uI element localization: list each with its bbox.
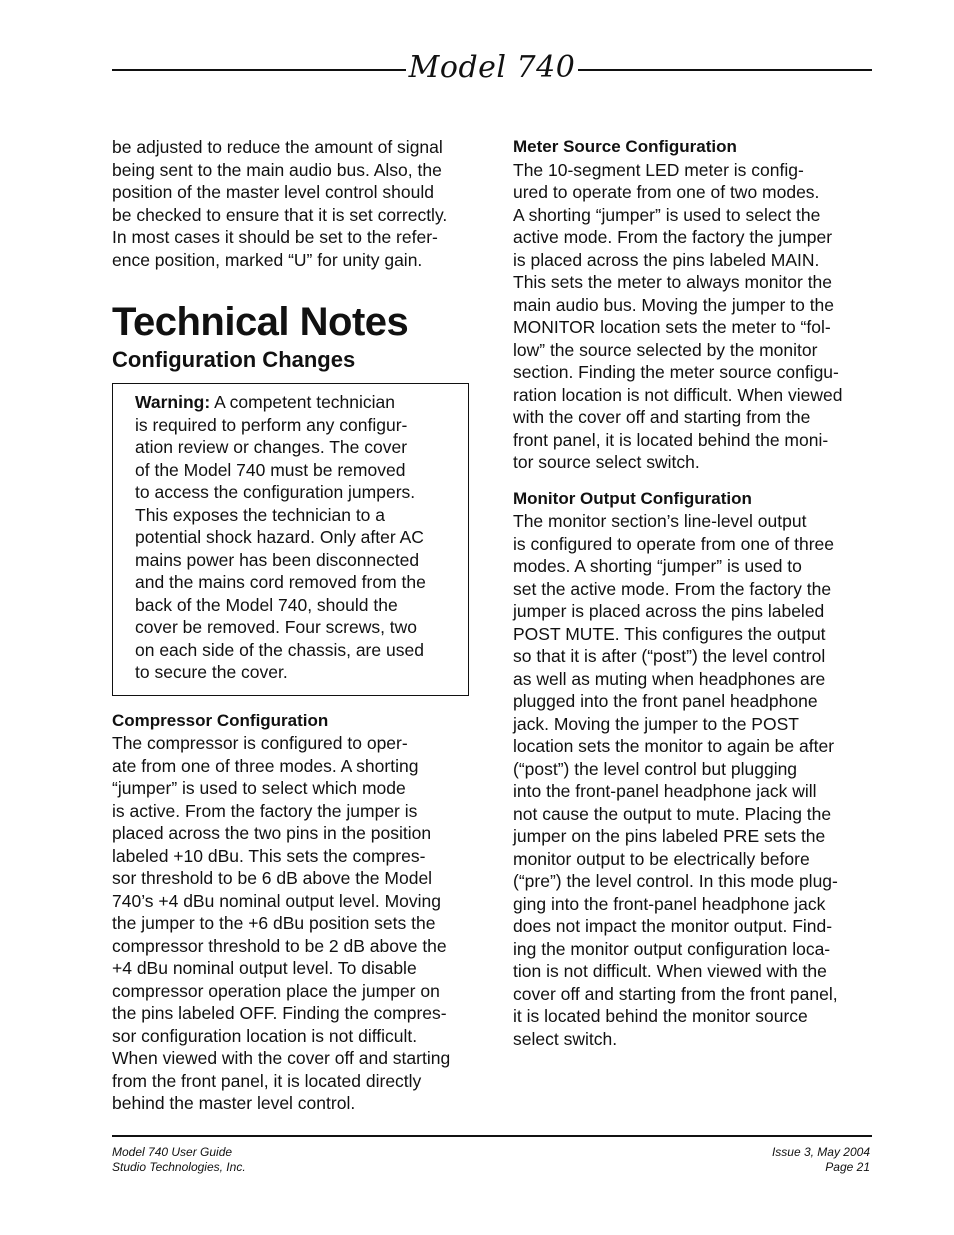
text-line: This sets the meter to always monitor the xyxy=(513,272,833,292)
text-line: low” the source selected by the monitor xyxy=(513,339,818,360)
monitor-paragraph xyxy=(513,510,875,1050)
text-line: compressor threshold to be 2 dB above the xyxy=(112,935,447,956)
text-line: to access the configuration jumpers. xyxy=(135,482,416,502)
text-line: with the cover off and starting from the xyxy=(513,407,811,427)
left-column xyxy=(112,136,478,1115)
text-line: as well as muting when headphones are xyxy=(513,668,826,689)
text-line: on each side of the chassis, are used xyxy=(135,639,424,660)
text-line: sor threshold to be 6 dB above the Model xyxy=(112,868,433,888)
text-line: be checked to ensure that it is set correctly. xyxy=(112,204,448,225)
meter-paragraph xyxy=(513,159,875,474)
text-line: behind the master level control. xyxy=(112,1093,356,1113)
text-line: being sent to the main audio bus. Also, the xyxy=(112,159,442,180)
text-line: sor configuration location is not difficult. xyxy=(112,1025,418,1046)
text-line: A shorting “jumper” is used to select the xyxy=(513,204,821,225)
text-line: “jumper” is used to select which mode xyxy=(112,778,406,798)
text-line: not cause the output to mute. Placing the xyxy=(513,803,832,824)
text-line: MONITOR location sets the meter to “fol- xyxy=(513,317,831,337)
text-line: the pins labeled OFF. Finding the compres- xyxy=(112,1003,447,1023)
footer-issue: Issue 3, May 2004 xyxy=(771,1145,870,1159)
monitor-heading: Monitor Output Configuration xyxy=(513,488,752,508)
page-header-title: Model 740 xyxy=(408,50,576,85)
text-line: The monitor section’s line-level output xyxy=(513,511,807,531)
text-line: of the Model 740 must be removed xyxy=(135,459,406,480)
text-line: jumper is placed across the pins labeled xyxy=(513,601,825,621)
text-line: cover off and starting from the front panel, xyxy=(513,983,838,1004)
text-line: POST MUTE. This configures the output xyxy=(513,623,826,644)
intro-paragraph xyxy=(112,136,478,271)
text-line: position of the master level control should xyxy=(112,182,434,202)
text-line: cover be removed. Four screws, two xyxy=(135,617,418,637)
text-line: monitor output to be electrically before xyxy=(513,848,810,869)
text-line: does not impact the monitor output. Find- xyxy=(513,916,833,936)
warning-label: Warning: xyxy=(135,392,211,412)
text-line: ured to operate from one of two modes. xyxy=(513,182,820,202)
text-line: location sets the monitor to again be after xyxy=(513,736,835,756)
footer-rule xyxy=(112,1135,872,1137)
footer-right xyxy=(772,1145,870,1175)
text-line: potential shock hazard. Only after AC xyxy=(135,527,424,547)
text-line: is placed across the pins labeled MAIN. xyxy=(513,249,820,270)
text-line: modes. A shorting “jumper” is used to xyxy=(513,556,802,576)
text-line: ence position, marked “U” for unity gain. xyxy=(112,249,423,270)
text-line: ging into the front-panel headphone jack xyxy=(513,893,826,914)
text-line: compressor operation place the jumper on xyxy=(112,980,440,1001)
paragraph-spacer xyxy=(513,474,875,488)
text-line: section. Finding the meter source configu- xyxy=(513,362,839,382)
text-line: +4 dBu nominal output level. To disable xyxy=(112,958,417,978)
text-line: mains power has been disconnected xyxy=(135,549,420,570)
text-line: tor source select switch. xyxy=(513,452,700,472)
footer-guide-title: Model 740 User Guide xyxy=(112,1145,233,1159)
text-line: The compressor is configured to oper- xyxy=(112,733,408,753)
text-line: tion is not difficult. When viewed with the xyxy=(513,961,827,981)
text-line: (“pre”) the level control. In this mode plug- xyxy=(513,871,838,891)
text-line: The 10-segment LED meter is config- xyxy=(513,159,804,180)
footer-left xyxy=(112,1145,246,1175)
warning-box xyxy=(112,383,469,696)
header-rule-right xyxy=(578,69,872,71)
section-title: Technical Notes xyxy=(112,300,409,344)
text-line: from the front panel, it is located directly xyxy=(112,1070,422,1091)
text-line: When viewed with the cover off and starting xyxy=(112,1048,451,1068)
text-line: into the front-panel headphone jack will xyxy=(513,781,817,801)
text-line: In most cases it should be set to the refer- xyxy=(112,227,438,247)
compressor-paragraph xyxy=(112,732,478,1115)
text-line: plugged into the front panel headphone xyxy=(513,691,818,711)
text-line: back of the Model 740, should the xyxy=(135,594,398,615)
text-line: is required to perform any configur- xyxy=(135,414,408,435)
text-line: jumper on the pins labeled PRE sets the xyxy=(513,826,826,846)
text-line: front panel, it is located behind the moni- xyxy=(513,429,829,450)
text-line: labeled +10 dBu. This sets the compres- xyxy=(112,845,426,866)
right-column xyxy=(513,136,875,1050)
footer-page-number: Page 21 xyxy=(825,1160,870,1174)
text-line: This exposes the technician to a xyxy=(135,504,386,525)
warning-first-line xyxy=(135,391,458,414)
text-line: active mode. From the factory the jumper xyxy=(513,227,833,247)
text-line: be adjusted to reduce the amount of signal xyxy=(112,137,443,157)
text-line: ration location is not difficult. When viewed xyxy=(513,384,843,405)
text-line: the jumper to the +6 dBu position sets the xyxy=(112,913,436,933)
text-line: is active. From the factory the jumper is xyxy=(112,800,418,821)
text-line: ation review or changes. The cover xyxy=(135,437,408,457)
text-line: 740’s +4 dBu nominal output level. Moving xyxy=(112,890,441,911)
footer-company: Studio Technologies, Inc. xyxy=(112,1160,246,1174)
text-line: (“post”) the level control but plugging xyxy=(513,758,798,779)
text-line: is configured to operate from one of three xyxy=(513,533,835,554)
text-line: it is located behind the monitor source xyxy=(513,1006,808,1026)
text-line: to secure the cover. xyxy=(135,662,288,682)
text-line: ing the monitor output configuration loca- xyxy=(513,938,831,959)
subsection-title: Configuration Changes xyxy=(112,347,356,372)
header-rule-left xyxy=(112,69,406,71)
text-line: so that it is after (“post”) the level control xyxy=(513,646,826,666)
text-line: and the mains cord removed from the xyxy=(135,572,426,592)
text-line: ate from one of three modes. A shorting xyxy=(112,755,419,776)
text-line: select switch. xyxy=(513,1028,618,1049)
meter-heading: Meter Source Configuration xyxy=(513,137,737,156)
warning-first-line-text: A competent technician xyxy=(210,392,396,412)
text-line: main audio bus. Moving the jumper to the xyxy=(513,294,835,315)
text-line: placed across the two pins in the position xyxy=(112,823,432,843)
text-line: set the active mode. From the factory the xyxy=(513,578,832,599)
compressor-heading: Compressor Configuration xyxy=(112,710,329,730)
text-line: jack. Moving the jumper to the POST xyxy=(513,713,799,734)
